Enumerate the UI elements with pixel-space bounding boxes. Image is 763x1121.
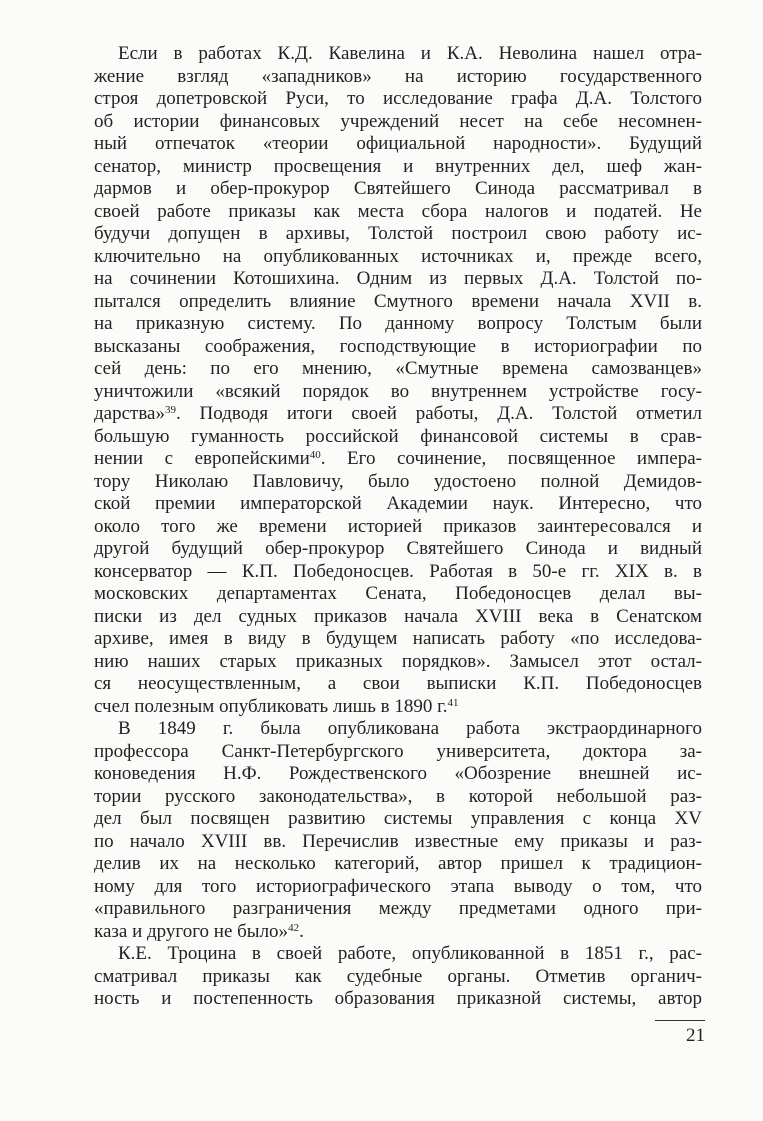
text-line: сей день: по его мнению, «Смутные времена самозванцев» [94, 358, 702, 379]
paragraph [94, 43, 702, 718]
text-line: ской премии императорской Академии наук. Интересно, что [94, 493, 702, 514]
text-line: профессора Санкт-Петербургского университета, доктора за- [94, 740, 702, 762]
text-line: коноведения Н.Ф. Рождественского «Обозрение внешней ис- [94, 763, 702, 784]
text-line: будучи допущен в архивы, Толстой построил свою работу ис- [94, 223, 702, 244]
text-line: ся неосуществленным, а свои выписки К.П. Победоносцев [94, 673, 702, 694]
text-line: нении с европейскими$^{40}$. Его сочинение, посвященное импера- [94, 448, 702, 469]
text-line: об истории финансовых учреждений несет на себе несомнен- [94, 110, 702, 132]
text-line: архиве, имея в виду в будущем написать работу «по исследова- [94, 628, 702, 649]
footnote-reference[interactable]: 40 [309, 449, 321, 461]
text-line: делив их на несколько категорий, автор пришел к традицион- [94, 853, 702, 874]
text-line: строя допетровской Руси, то исследование графа Д.А. Толстого [94, 88, 702, 109]
text-line: «правильного разграничения между предметами одного при- [94, 898, 702, 919]
footnote-reference[interactable]: 39 [165, 404, 176, 416]
text-line: ключительно на опубликованных источниках и, прежде всего, [94, 245, 702, 267]
text-line: Если в работах К.Д. Кавелина и К.А. Неволина нашел отра- [118, 43, 702, 64]
text-line: тории русского законодательства», в которой небольшой раз- [94, 785, 702, 807]
text-line: около того же времени историей приказов заинтересовался и [94, 515, 702, 537]
text-line: нию наших старых приказных порядков». Замысел этот остал- [94, 650, 702, 672]
text-line: большую гуманность российской финансовой системы в срав- [94, 425, 702, 447]
text-line: своей работе приказы как места сбора налогов и податей. Не [94, 200, 702, 222]
text-line: счел полезным опубликовать лишь в 1890 г.$^{41}$ [94, 695, 459, 717]
paragraph [94, 943, 702, 1011]
text-line: ному для того историографического этапа выводу о том, что [94, 875, 702, 897]
footnote-reference[interactable]: 42 [288, 921, 300, 934]
text-line: жение взгляд «западников» на историю государственного [94, 65, 702, 87]
text-line: дармов и обер-прокурор Святейшего Синода рассматривал в [94, 178, 702, 199]
text-line: сенатор, министр просвещения и внутренних дел, шеф жан- [94, 155, 702, 177]
text-line: ность и постепенность образования приказной системы, автор [94, 988, 702, 1009]
text-line: сматривал приказы как судебные органы. Отметив органич- [94, 965, 702, 987]
page-number: 21 [655, 1020, 705, 1047]
text-line: пытался определить влияние Смутного времени начала XVII в. [94, 290, 702, 312]
text-line: В 1849 г. была опубликована работа экстраординарного [118, 718, 702, 739]
text-line: консерватор — К.П. Победоносцев. Работая в 50-е гг. XIX в. в [94, 560, 702, 582]
text-line: ный отпечаток «теории официальной народности». Будущий [94, 133, 702, 154]
text-line: на сочинении Котошихина. Одним из первых Д.А. Толстой по- [94, 268, 702, 289]
text-line: на приказную систему. По данному вопросу Толстым были [94, 313, 702, 334]
text-line: тору Николаю Павловичу, было удостоено полной Демидов- [94, 470, 702, 492]
text-line: московских департаментах Сената, Победоносцев делал вы- [94, 583, 702, 604]
text-line: писки из дел судных приказов начала XVIII века в Сенатском [94, 605, 702, 627]
text-line: уничтожили «всякий порядок во внутреннем устройстве госу- [94, 380, 702, 402]
text-line: К.Е. Троцина в своей работе, опубликованной в 1851 г., рас- [118, 943, 702, 964]
text-line: дел был посвящен развитию системы управления с конца XV [94, 808, 702, 829]
text-line: по начало XVIII вв. Перечислив известные ему приказы и раз- [94, 830, 702, 852]
text-line: другой будущий обер-прокурор Святейшего Синода и видный [94, 538, 702, 559]
text-line: высказаны соображения, господствующие в историографии по [94, 335, 702, 357]
body-text [94, 43, 702, 1011]
text-line: дарства»$^{39}$. Подводя итоги своей работы, Д.А. Толстой отметил [94, 403, 702, 424]
text-line: каза и другого не было»$^{42}$. [94, 920, 304, 942]
paragraph [94, 718, 702, 943]
footnote-reference[interactable]: 41 [447, 696, 459, 709]
